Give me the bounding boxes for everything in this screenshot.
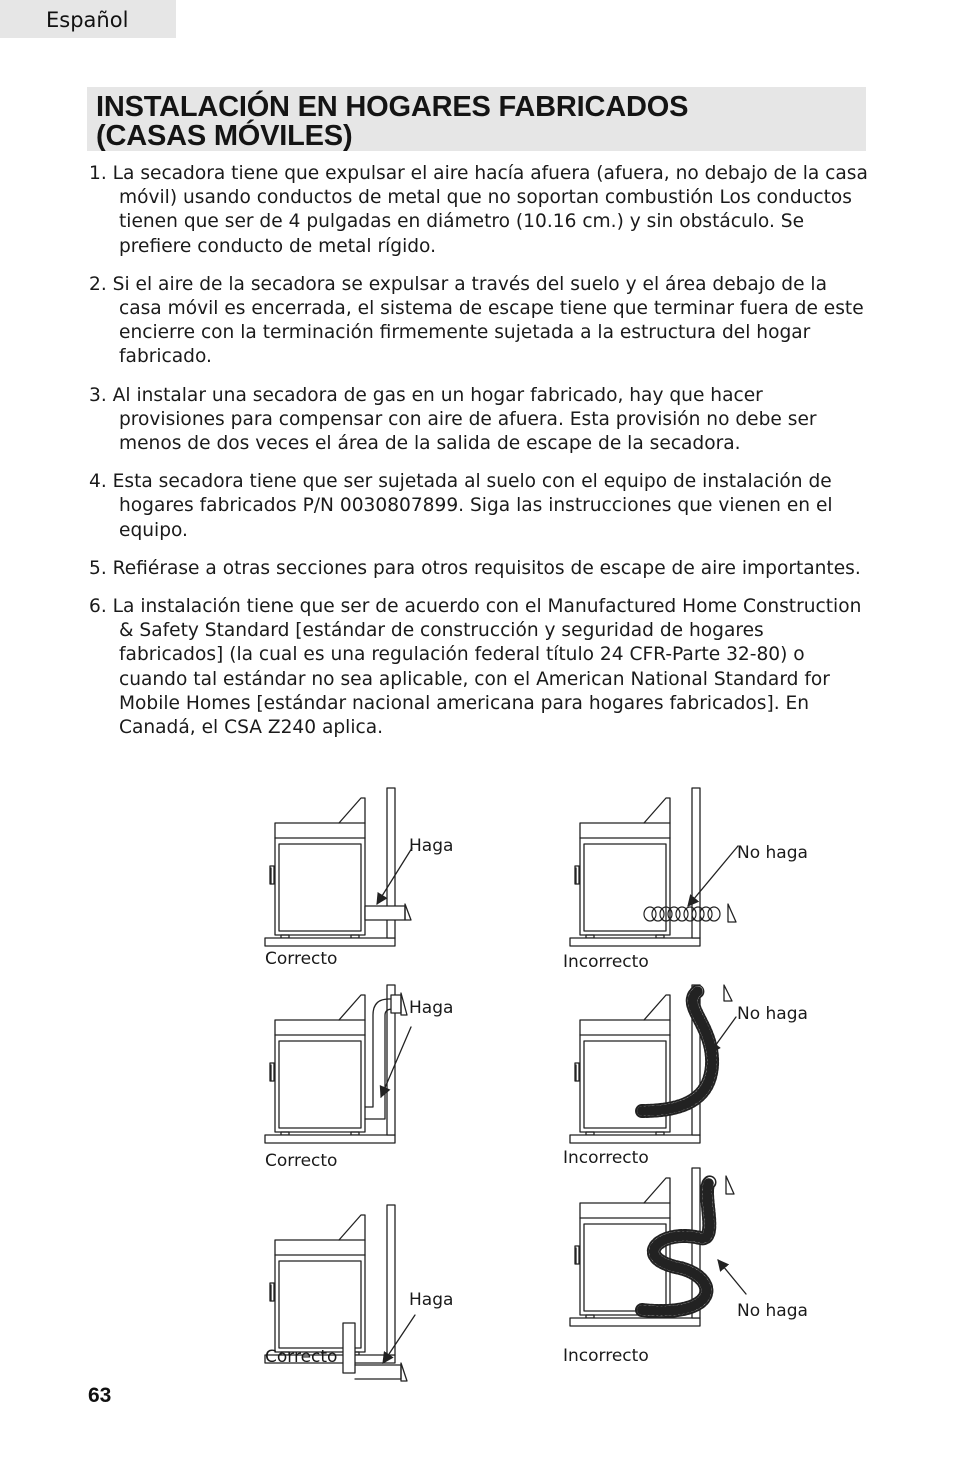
section-title-line-2: (CASAS MÓVILES): [96, 120, 353, 152]
instruction-item-6: 6. La instalación tiene que ser de acuerdo con el Manufactured Home Construction & Safety Standard [estándar de construcción y seguridad de hogares fabricados] (la cual es una regulación federal título 24 CFR-Parte 32-80) o cuando tal estándar no sea aplicable, con el American National Standard for Mobile Homes [estándar nacional americana para hogares fabricados]. En Canadá, el CSA Z240 aplica.: [89, 596, 862, 739]
callout-incorrect-1: No haga: [737, 843, 808, 863]
page-number: 63: [88, 1384, 112, 1407]
diagram-correct-1: [265, 788, 412, 946]
callout-incorrect-2: No haga: [737, 1004, 808, 1024]
caption-correct-3: Correcto: [265, 1347, 338, 1367]
diagram-incorrect-1: [570, 788, 738, 946]
caption-incorrect-3: Incorrecto: [563, 1346, 649, 1366]
instruction-item-1: 1. La secadora tiene que expulsar el aire hacía afuera (afuera, no debajo de la casa móvil) usando conductos de metal que no soportan combustión Los conductos tienen que ser de 4 pulgadas en diámetro (10.16 cm.) y sin obstáculo. Se prefiere conducto de metal rígido.: [89, 163, 868, 257]
diagram-correct-2: [265, 985, 411, 1143]
callout-correct-1: Haga: [409, 836, 454, 856]
caption-correct-2: Correcto: [265, 1151, 338, 1171]
diagram-incorrect-3: [570, 1168, 746, 1326]
section-title-box: [87, 87, 866, 151]
diagram-correct-3: [265, 1205, 415, 1381]
instruction-item-5: 5. Refiérase a otras secciones para otros requisitos de escape de aire importantes.: [89, 557, 861, 579]
instruction-item-3: 3. Al instalar una secadora de gas en un hogar fabricado, hay que hacer provisiones para compensar con aire de afuera. Esta provisión no debe ser menos de dos veces el área de la salida de escape de la secadora.: [89, 384, 817, 455]
instruction-item-2: 2. Si el aire de la secadora se expulsar a través del suelo y el área debajo de la casa móvil es encerrada, el sistema de escape tiene que terminar fuera de este encierre con la terminación firmemente sujetada a la estructura del hogar fabricado.: [89, 273, 864, 368]
caption-incorrect-2: Incorrecto: [563, 1148, 649, 1168]
caption-incorrect-1: Incorrecto: [563, 952, 649, 972]
language-tab: Español: [0, 0, 176, 38]
callout-incorrect-3: No haga: [737, 1301, 808, 1321]
instruction-item-4: 4. Esta secadora tiene que ser sujetada al suelo con el equipo de instalación de hogares fabricados P/N 0030807899. Siga las instrucciones que vienen en el equipo.: [89, 471, 833, 541]
callout-correct-3: Haga: [409, 1290, 454, 1310]
section-title-line-1: INSTALACIÓN EN HOGARES FABRICADOS: [96, 91, 689, 123]
callout-correct-2: Haga: [409, 998, 454, 1018]
section-title: [87, 87, 866, 151]
instruction-list: [89, 162, 869, 754]
diagram-incorrect-2: [570, 985, 736, 1143]
caption-correct-1: Correcto: [265, 949, 338, 969]
